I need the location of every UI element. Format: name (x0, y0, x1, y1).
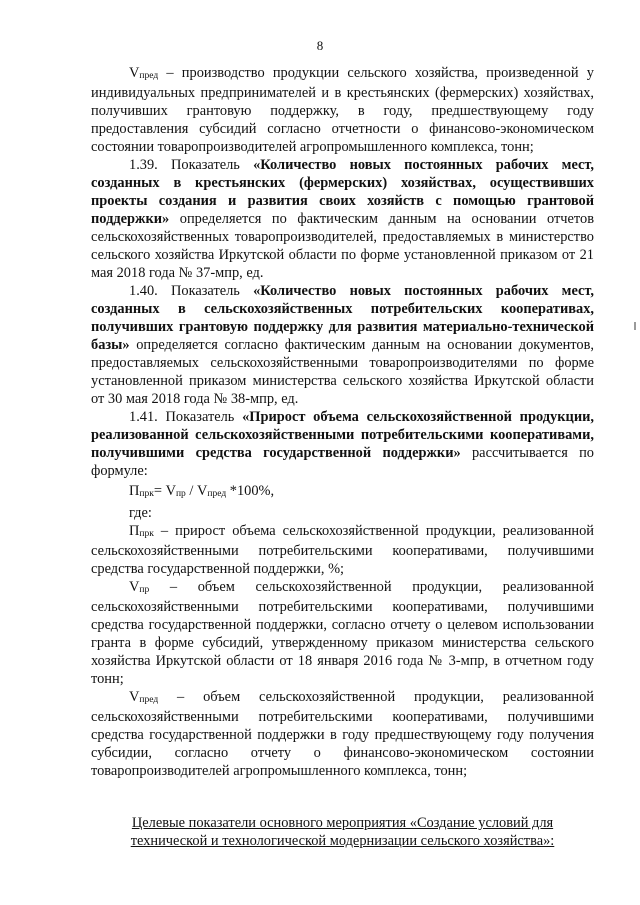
section-heading-line-1: Целевые показатели основного мероприятия «Создание условий для (131, 815, 554, 831)
paragraph-text: – производство продукции сельского хозяйства, произведенной у индивидуальных предпринимателей и в крестьянских (фермерских) хозяйствах, получивших грантовую поддержку, в году, предшествующему году предоставления субсидий согласно отчетности о финансово-экономическом состоянии товаропроизводителей агропромышленного комплекса, тонн; (91, 65, 594, 155)
definition-v-pr (91, 578, 594, 688)
variable-subscript: пред (139, 71, 159, 81)
indicator-title: «Прирост объема сельскохозяйственной продукции, реализованной сельскохозяйственными потребительскими кооперативами, получившими средства государственной поддержки» (91, 409, 594, 461)
paragraph-indicator-1-41 (91, 408, 594, 480)
where-label: где: (129, 505, 152, 521)
definition-p-prk (91, 522, 594, 578)
paragraph-indicator-1-40 (91, 282, 594, 408)
variable-subscript: прк (139, 529, 154, 539)
definition-text: – объем сельскохозяйственной продукции, реализованной сельскохозяйственными потребительскими кооперативами, получившими средства государственной поддержки, согласно отчету о целевом использовании гранта в форме субсидий, утвержденному приказом министерства сельского хозяйства Иркутской области от 18 января 2016 года № 3-мпр, в отчетном году тонн; (91, 579, 594, 687)
indicator-prefix: 1.39. Показатель (129, 157, 254, 173)
indicator-description: определяется согласно фактическим данным на основании документов, предоставляемых сельскохозяйственными товаропроизводителями по форме установленной приказом министерства сельского хозяйства Иркутской области от 30 мая 2018 года № 38-мпр, ед. (91, 337, 594, 407)
definition-text: – прирост объема сельскохозяйственной продукции, реализованной сельскохозяйственными потребительскими кооперативами, получившими средства государственной поддержки, %; (91, 523, 594, 577)
indicator-title: «Количество новых постоянных рабочих мест, созданных в сельскохозяйственных потребительских кооперативах, получивших грантовую поддержку для развития материально-технической базы» (91, 283, 594, 353)
variable-p: П (129, 523, 140, 539)
page-number: 8 (316, 38, 324, 53)
formula: Ппрк= Vпр / Vпред *100%, (129, 483, 275, 499)
indicator-prefix: 1.41. Показатель (129, 409, 243, 425)
variable-subscript: пр (139, 585, 150, 595)
scan-edge-mark (634, 322, 636, 330)
indicator-title: «Количество новых постоянных рабочих мест, созданных в крестьянских (фермерских) хозяйствах, осуществивших проекты создания и развития своих хозяйств с помощью грантовой поддержки» (91, 157, 594, 227)
document-body (91, 64, 594, 850)
definition-v-pred (91, 688, 594, 780)
section-heading (91, 814, 594, 850)
section-heading-line-2: технической и технологической модернизации сельского хозяйства»: (130, 833, 555, 849)
indicator-description: определяется по фактическим данным на основании отчетов сельскохозяйственных товаропроизводителей, предоставляемых в министерство сельского хозяйства Иркутской области по форме установленной приказом от 21 мая 2018 года № 37-мпр, ед. (91, 211, 594, 281)
paragraph-v-pred-definition (91, 64, 594, 156)
variable-v: V (129, 689, 140, 705)
variable-subscript: пред (139, 695, 159, 705)
definition-text: – объем сельскохозяйственной продукции, реализованной сельскохозяйственными потребительскими кооперативами, получившими средства государственной поддержки в году предшествующему году получения субсидии, согласно отчету о финансово-экономическом состоянии товаропроизводителей агропромышленного комплекса, тонн; (91, 689, 594, 779)
variable-v: V (129, 65, 140, 81)
paragraph-indicator-1-39 (91, 156, 594, 282)
indicator-description: рассчитывается по формуле: (91, 445, 594, 479)
indicator-prefix: 1.40. Показатель (129, 283, 254, 299)
variable-v: V (129, 579, 140, 595)
